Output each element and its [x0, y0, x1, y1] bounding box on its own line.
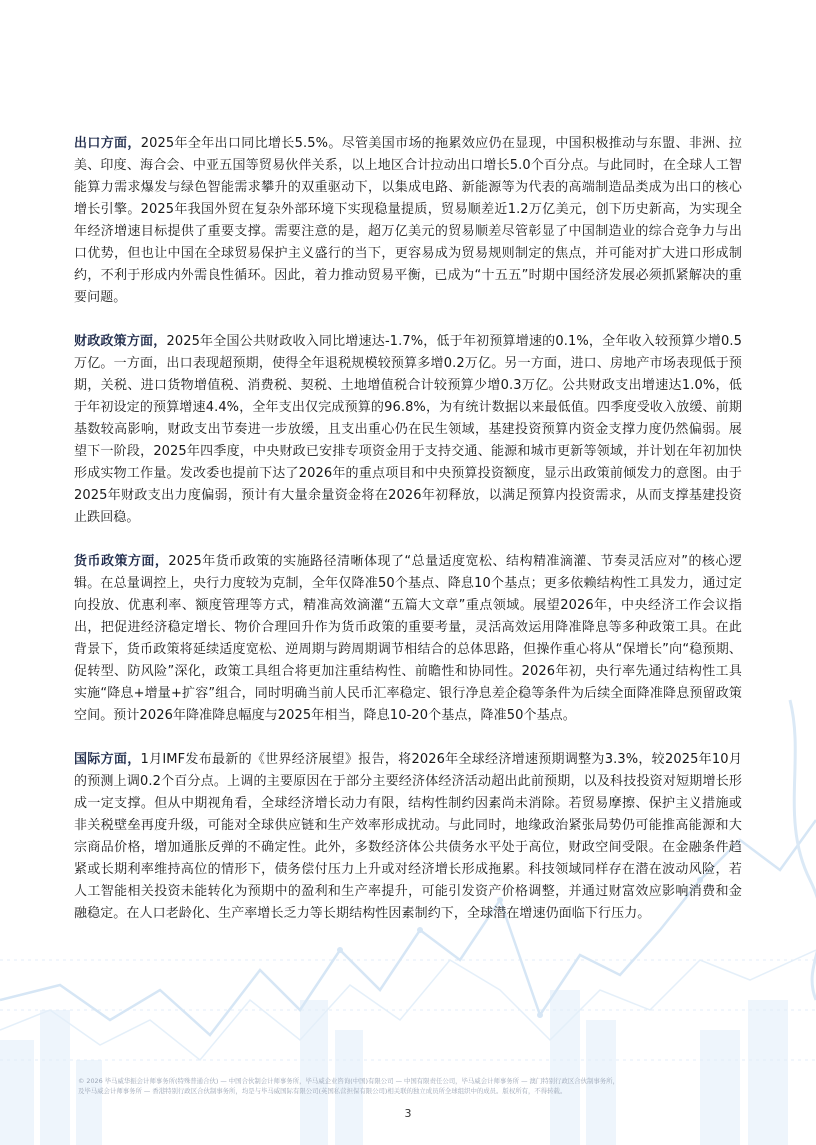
copyright-line: 及毕马威会计师事务所 — 香港特别行政区合伙制事务所，均是与毕马威国际有限公司(英国私营担保有限公司)相关联的独立成员所全球组织中的成员。版权所有，不得转载。 [78, 1087, 567, 1095]
article-body [74, 133, 742, 947]
paragraph-text: 2025年货币政策的实施路径清晰体现了“总量适度宽松、结构精准滴灌、节奏灵活应对”的核心逻辑。在总量调控上，央行力度较为克制，全年仅降准50个基点、降息10个基点；更多依赖结构性工具发力，通过定向投放、优惠利率、额度管理等方式，精准高效滴灌“五篇大文章”重点领域。展望2026年，中央经济工作会议指出，把促进经济稳定增长、物价合理回升作为货币政策的重要考量，灵活高效运用降准降息等多种政策工具。在此背景下，货币政策将延续适度宽松、逆周期与跨周期调节相结合的总体思路，但操作重心将从“保增长”向“稳预期、促转型、防风险”深化，政策工具组合将更加注重结构性、前瞻性和协同性。2026年初，央行率先通过结构性工具实施“降息+增量+扩容”组合，同时明确当前人民币汇率稳定、银行净息差企稳等条件为后续全面降准降息预留政策空间。预计2026年降准降息幅度与2025年相当，降息10-20个基点，降准50个基点。 [74, 554, 742, 723]
paragraph-export [74, 133, 742, 309]
paragraph-heading: 国际方面， [74, 752, 141, 767]
paragraph-text: 2025年全国公共财政收入同比增速达-1.7%，低于年初预算增速的0.1%，全年收入较预算少增0.5万亿。一方面，出口表现超预期，使得全年退税规模较预算多增0.2万亿。另一方面，进口、房地产市场表现低于预期，关税、进口货物增值税、消费税、契税、土地增值税合计较预算少增0.3万亿。公共财政支出增速达1.0%，低于年初设定的预算增速4.4%，全年支出仅完成预算的96.8%，为有统计数据以来最低值。四季度受收入放缓、前期基数较高影响，财政支出节奏进一步放缓，且支出重心仍在民生领域，基建投资预算内资金支撑力度仍然偏弱。展望下一阶段，2025年四季度，中央财政已安排专项资金用于支持交通、能源和城市更新等领域，并计划在年初加快形成实物工作量。发改委也提前下达了2026年的重点项目和中央预算投资额度，显示出政策前倾发力的意图。由于2025年财政支出力度偏弱，预计有大量余量资金将在2026年初释放，以满足预算内投资需求，从而支撑基建投资止跌回稳。 [74, 334, 742, 525]
paragraph-fiscal-policy [74, 331, 742, 529]
copyright-footer [78, 1076, 748, 1096]
paragraph-monetary-policy [74, 551, 742, 727]
paragraph-text: 2025年全年出口同比增长5.5%。尽管美国市场的拖累效应仍在显现，中国积极推动与东盟、非洲、拉美、印度、海合会、中亚五国等贸易伙伴关系，以上地区合计拉动出口增长5.0个百分点。与此同时，在全球人工智能算力需求爆发与绿色智能需求攀升的双重驱动下，以集成电路、新能源等为代表的高端制造品类成为出口的核心增长引擎。2025年我国外贸在复杂外部环境下实现稳量提质，贸易顺差近1.2万亿美元，创下历史新高，为实现全年经济增速目标提供了重要支撑。需要注意的是，超万亿美元的贸易顺差尽管彰显了中国制造业的综合竞争力与出口优势，但也让中国在全球贸易保护主义盛行的当下，更容易成为贸易规则制定的焦点，并可能对扩大进口形成制约，不利于形成内外需良性循环。因此，着力推动贸易平衡，已成为“十五五”时期中国经济发展必须抓紧解决的重要问题。 [74, 136, 742, 305]
paragraph-heading: 出口方面， [74, 136, 141, 151]
paragraph-text: 1月IMF发布最新的《世界经济展望》报告，将2026年全球经济增速预期调整为3.3%，较2025年10月的预测上调0.2个百分点。上调的主要原因在于部分主要经济体经济活动超出此前预期，以及科技投资对短期增长形成一定支撑。但从中期视角看，全球经济增长动力有限，结构性制约因素尚未消除。若贸易摩擦、保护主义措施或非关税壁垒再度升级，可能对全球供应链和生产效率形成扰动。与此同时，地缘政治紧张局势仍可能推高能源和大宗商品价格，增加通胀反弹的不确定性。此外，多数经济体公共债务水平处于高位，财政空间受限。在金融条件趋紧或长期利率维持高位的情形下，债务偿付压力上升或对经济增长形成拖累。科技领域同样存在潜在波动风险，若人工智能相关投资未能转化为预期中的盈利和生产率提升，可能引发资产价格调整，并通过财富效应影响消费和金融稳定。在人口老龄化、生产率增长乏力等长期结构性因素制约下，全球潜在增速仍面临下行压力。 [74, 752, 742, 921]
paragraph-heading: 货币政策方面， [74, 554, 169, 569]
paragraph-heading: 财政政策方面， [74, 334, 167, 349]
copyright-line: © 2026 毕马威华振会计师事务所(特殊普通合伙) — 中国合伙制会计师事务所，毕马威企业咨询(中国)有限公司 — 中国有限责任公司，毕马威会计师事务所 — 澳门特别行政区合伙制事务所， [78, 1077, 619, 1085]
paragraph-international [74, 749, 742, 925]
page-number: 3 [404, 1107, 412, 1120]
